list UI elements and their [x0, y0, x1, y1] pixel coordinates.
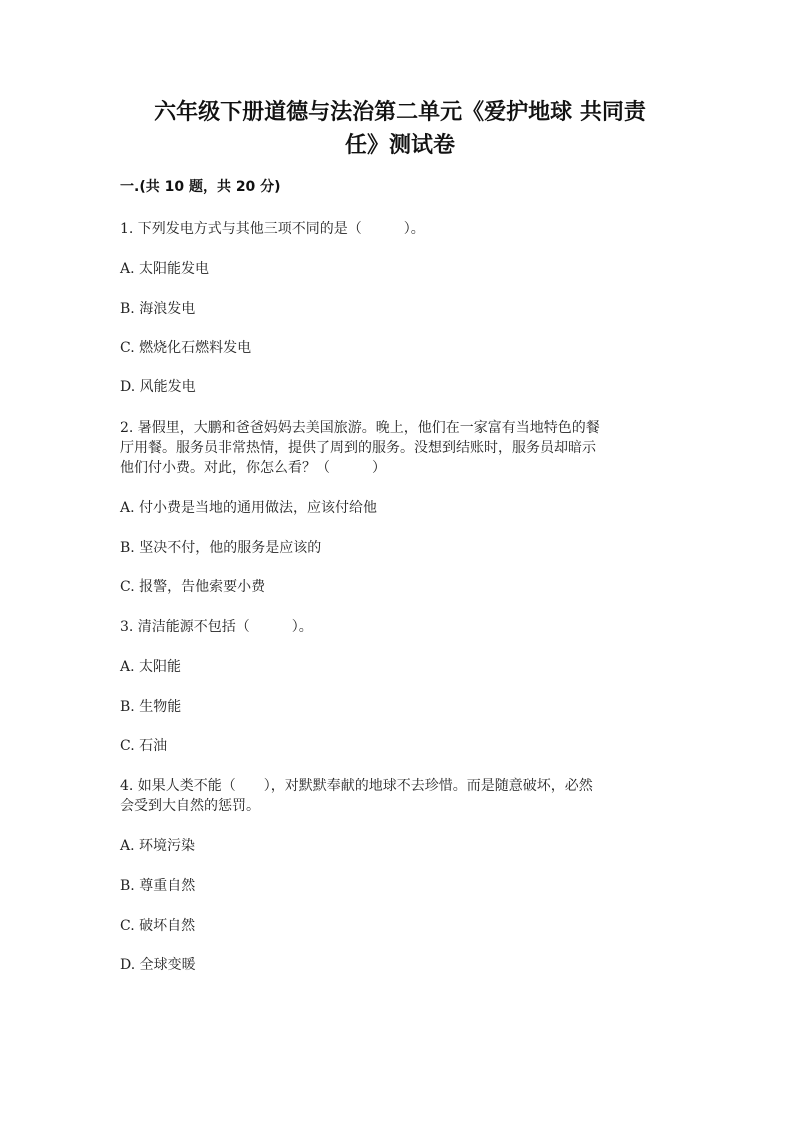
section-heading: 一.(共 10 题，共 20 分): [120, 179, 281, 195]
page-title: [100, 96, 700, 162]
question-text-line: 1. 下列发电方式与其他三项不同的是（ ）。: [120, 221, 425, 237]
title-line-1: 六年级下册道德与法治第二单元《爱护地球 共同责: [154, 100, 646, 125]
title-line-2: 任》测试卷: [344, 133, 455, 158]
question-text-line: 3. 清洁能源不包括（ ）。: [120, 619, 313, 635]
option-a: A. 付小费是当地的通用做法，应该付给他: [120, 500, 378, 516]
question-text-line: 他们付小费。对此，你怎么看？（ ）: [120, 460, 386, 476]
option-c: C. 破坏自然: [120, 918, 196, 934]
question-text-line: 2. 暑假里，大鹏和爸爸妈妈去美国旅游。晚上，他们在一家富有当地特色的餐: [120, 420, 600, 436]
question-text-line: 会受到大自然的惩罚。: [120, 798, 260, 814]
option-c: C. 石油: [120, 738, 168, 754]
question-3-stem: [120, 617, 680, 637]
option-c: C. 燃烧化石燃料发电: [120, 340, 252, 356]
option-c: C. 报警，告他索要小费: [120, 579, 266, 595]
option-b: B. 尊重自然: [120, 878, 196, 894]
question-2-stem: [120, 418, 680, 478]
option-d: D. 全球变暖: [120, 957, 196, 973]
option-b: B. 海浪发电: [120, 301, 196, 317]
option-a: A. 太阳能发电: [120, 261, 210, 277]
option-a: A. 环境污染: [120, 838, 196, 854]
option-d: D. 风能发电: [120, 379, 196, 395]
question-4-stem: [120, 776, 680, 816]
question-text-line: 4. 如果人类不能（ ），对默默奉献的地球不去珍惜。而是随意破坏，必然: [120, 778, 593, 794]
question-1-stem: [120, 219, 680, 239]
option-a: A. 太阳能: [120, 659, 182, 675]
option-b: B. 生物能: [120, 699, 182, 715]
question-text-line: 厅用餐。服务员非常热情，提供了周到的服务。没想到结账时，服务员却暗示: [120, 440, 596, 456]
option-b: B. 坚决不付，他的服务是应该的: [120, 540, 322, 556]
